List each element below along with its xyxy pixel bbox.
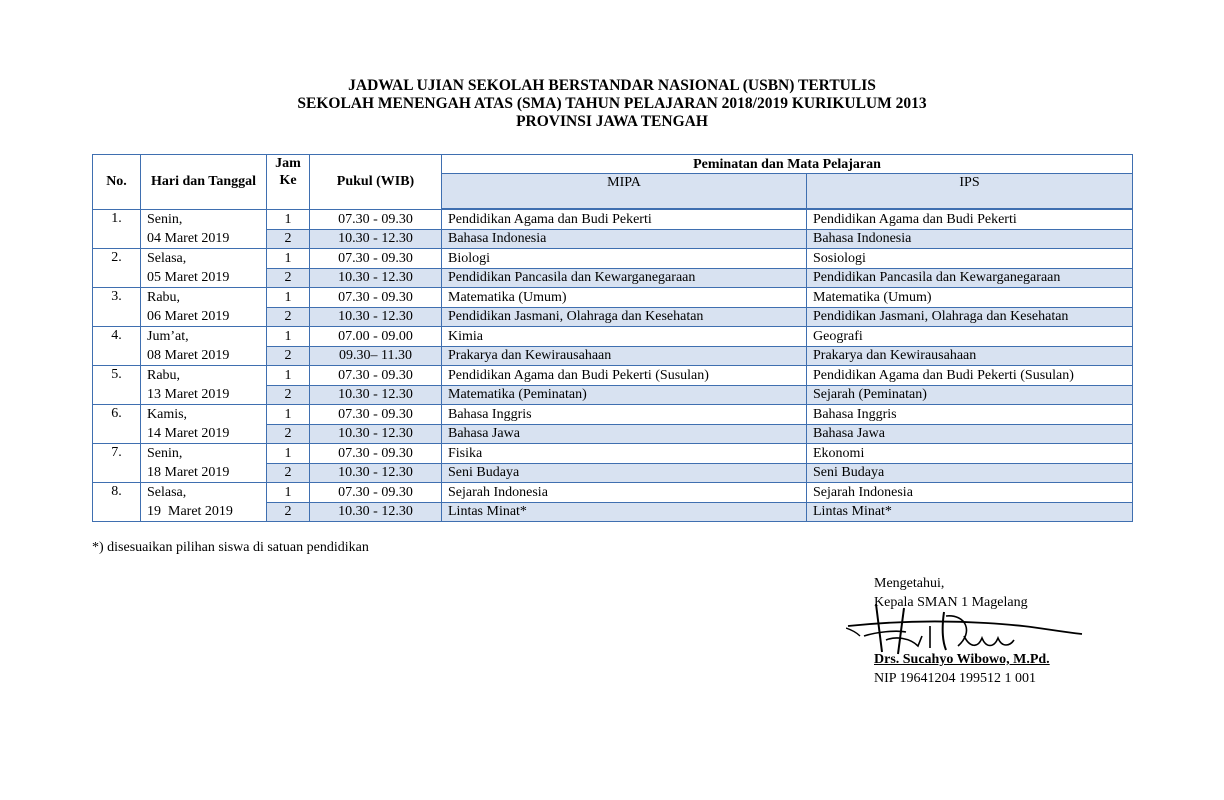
cell-pukul: 10.30 - 12.30 (310, 385, 442, 405)
row-number: 8. (93, 483, 141, 522)
cell-ips: Ekonomi (807, 444, 1133, 464)
row-day-date (141, 249, 267, 288)
signature-acknowledged: Mengetahui, (874, 576, 945, 591)
cell-mipa: Pendidikan Agama dan Budi Pekerti (Susulan) (442, 366, 807, 386)
cell-ips: Pendidikan Agama dan Budi Pekerti (807, 209, 1133, 229)
table-row (93, 288, 1133, 308)
row-number: 6. (93, 405, 141, 444)
row-day-date (141, 327, 267, 366)
row-day: Rabu, (147, 290, 181, 306)
cell-jam: 2 (267, 424, 310, 444)
signature-name: Drs. Sucahyo Wibowo, M.Pd. (874, 652, 1050, 667)
cell-jam: 2 (267, 502, 310, 522)
row-number: 2. (93, 249, 141, 288)
cell-mipa: Kimia (442, 327, 807, 347)
table-row (93, 327, 1133, 347)
cell-pukul: 07.30 - 09.30 (310, 444, 442, 464)
cell-pukul: 07.30 - 09.30 (310, 366, 442, 386)
cell-pukul: 07.30 - 09.30 (310, 249, 442, 269)
header-mipa: MIPA (442, 174, 807, 210)
header-ips: IPS (807, 174, 1133, 210)
cell-jam: 1 (267, 288, 310, 308)
cell-ips: Bahasa Indonesia (807, 229, 1133, 248)
table-row (93, 366, 1133, 386)
cell-ips: Pendidikan Agama dan Budi Pekerti (Susulan) (807, 366, 1133, 386)
cell-mipa: Pendidikan Agama dan Budi Pekerti (442, 209, 807, 229)
cell-jam: 2 (267, 463, 310, 483)
row-day: Senin, (147, 446, 183, 462)
header-no: No. (93, 155, 141, 210)
cell-pukul: 10.30 - 12.30 (310, 229, 442, 248)
row-number: 7. (93, 444, 141, 483)
cell-ips: Pendidikan Pancasila dan Kewarganegaraan (807, 268, 1133, 288)
cell-jam: 1 (267, 366, 310, 386)
row-date: 13 Maret 2019 (147, 387, 230, 403)
row-day-date (141, 444, 267, 483)
cell-mipa: Pendidikan Pancasila dan Kewarganegaraan (442, 268, 807, 288)
cell-pukul: 07.00 - 09.00 (310, 327, 442, 347)
cell-mipa: Pendidikan Jasmani, Olahraga dan Kesehatan (442, 307, 807, 327)
row-day: Senin, (147, 211, 183, 227)
cell-ips: Seni Budaya (807, 463, 1133, 483)
cell-jam: 1 (267, 483, 310, 503)
cell-pukul: 09.30– 11.30 (310, 346, 442, 366)
cell-jam: 2 (267, 229, 310, 248)
cell-jam: 2 (267, 307, 310, 327)
row-day: Jum’at, (147, 329, 189, 345)
row-day: Rabu, (147, 368, 181, 384)
table-row (93, 405, 1133, 425)
table-row (93, 483, 1133, 503)
row-date: 14 Maret 2019 (147, 426, 230, 442)
cell-pukul: 10.30 - 12.30 (310, 502, 442, 522)
cell-mipa: Bahasa Indonesia (442, 229, 807, 248)
table-row (93, 209, 1133, 229)
signature-block (874, 574, 1050, 688)
cell-pukul: 10.30 - 12.30 (310, 424, 442, 444)
row-day: Selasa, (147, 251, 187, 267)
row-date: 18 Maret 2019 (147, 465, 230, 481)
table-row (93, 444, 1133, 464)
table-row (93, 249, 1133, 269)
cell-jam: 1 (267, 327, 310, 347)
header-jam-ke-label: Jam Ke (275, 156, 301, 188)
cell-pukul: 10.30 - 12.30 (310, 307, 442, 327)
cell-jam: 2 (267, 346, 310, 366)
cell-ips: Bahasa Inggris (807, 405, 1133, 425)
cell-mipa: Fisika (442, 444, 807, 464)
title-line-2: SEKOLAH MENENGAH ATAS (SMA) TAHUN PELAJARAN 2018/2019 KURIKULUM 2013 (297, 95, 927, 112)
footnote: *) disesuaikan pilihan siswa di satuan pendidikan (92, 540, 369, 555)
cell-ips: Geografi (807, 327, 1133, 347)
row-number: 3. (93, 288, 141, 327)
header-peminatan: Peminatan dan Mata Pelajaran (442, 155, 1133, 174)
cell-mipa: Bahasa Jawa (442, 424, 807, 444)
signature-position: Kepala SMAN 1 Magelang (874, 595, 1028, 610)
cell-ips: Sejarah (Peminatan) (807, 385, 1133, 405)
cell-pukul: 07.30 - 09.30 (310, 209, 442, 229)
cell-pukul: 07.30 - 09.30 (310, 288, 442, 308)
cell-ips: Prakarya dan Kewirausahaan (807, 346, 1133, 366)
row-day-date (141, 366, 267, 405)
cell-pukul: 07.30 - 09.30 (310, 405, 442, 425)
header-jam-ke (267, 155, 310, 210)
schedule-body (93, 209, 1133, 521)
row-date: 05 Maret 2019 (147, 270, 230, 286)
cell-mipa: Biologi (442, 249, 807, 269)
cell-mipa: Prakarya dan Kewirausahaan (442, 346, 807, 366)
cell-jam: 2 (267, 268, 310, 288)
cell-jam: 1 (267, 209, 310, 229)
cell-ips: Sosiologi (807, 249, 1133, 269)
cell-jam: 1 (267, 249, 310, 269)
row-day-date (141, 209, 267, 248)
cell-ips: Bahasa Jawa (807, 424, 1133, 444)
header-pukul: Pukul (WIB) (310, 155, 442, 210)
cell-jam: 1 (267, 444, 310, 464)
cell-ips: Lintas Minat* (807, 502, 1133, 522)
cell-mipa: Matematika (Peminatan) (442, 385, 807, 405)
row-day-date (141, 483, 267, 522)
header-hari-tanggal: Hari dan Tanggal (141, 155, 267, 210)
cell-pukul: 10.30 - 12.30 (310, 463, 442, 483)
row-day: Kamis, (147, 407, 188, 423)
cell-mipa: Lintas Minat* (442, 502, 807, 522)
row-day-date (141, 405, 267, 444)
cell-mipa: Bahasa Inggris (442, 405, 807, 425)
row-date: 06 Maret 2019 (147, 309, 230, 325)
document-title (0, 77, 1224, 131)
cell-jam: 2 (267, 385, 310, 405)
cell-ips: Sejarah Indonesia (807, 483, 1133, 503)
signature-nip: NIP 19641204 199512 1 001 (874, 671, 1037, 686)
cell-mipa: Seni Budaya (442, 463, 807, 483)
row-day-date (141, 288, 267, 327)
cell-ips: Matematika (Umum) (807, 288, 1133, 308)
cell-pukul: 07.30 - 09.30 (310, 483, 442, 503)
row-date: 19 Maret 2019 (147, 504, 233, 520)
cell-pukul: 10.30 - 12.30 (310, 268, 442, 288)
row-date: 08 Maret 2019 (147, 348, 230, 364)
row-number: 1. (93, 209, 141, 248)
exam-schedule-table (92, 154, 1133, 522)
cell-mipa: Sejarah Indonesia (442, 483, 807, 503)
cell-ips: Pendidikan Jasmani, Olahraga dan Kesehatan (807, 307, 1133, 327)
row-number: 4. (93, 327, 141, 366)
cell-mipa: Matematika (Umum) (442, 288, 807, 308)
title-line-1: JADWAL UJIAN SEKOLAH BERSTANDAR NASIONAL (USBN) TERTULIS (348, 77, 876, 94)
title-line-3: PROVINSI JAWA TENGAH (516, 113, 708, 130)
cell-jam: 1 (267, 405, 310, 425)
row-day: Selasa, (147, 485, 187, 501)
row-number: 5. (93, 366, 141, 405)
row-date: 04 Maret 2019 (147, 230, 230, 246)
